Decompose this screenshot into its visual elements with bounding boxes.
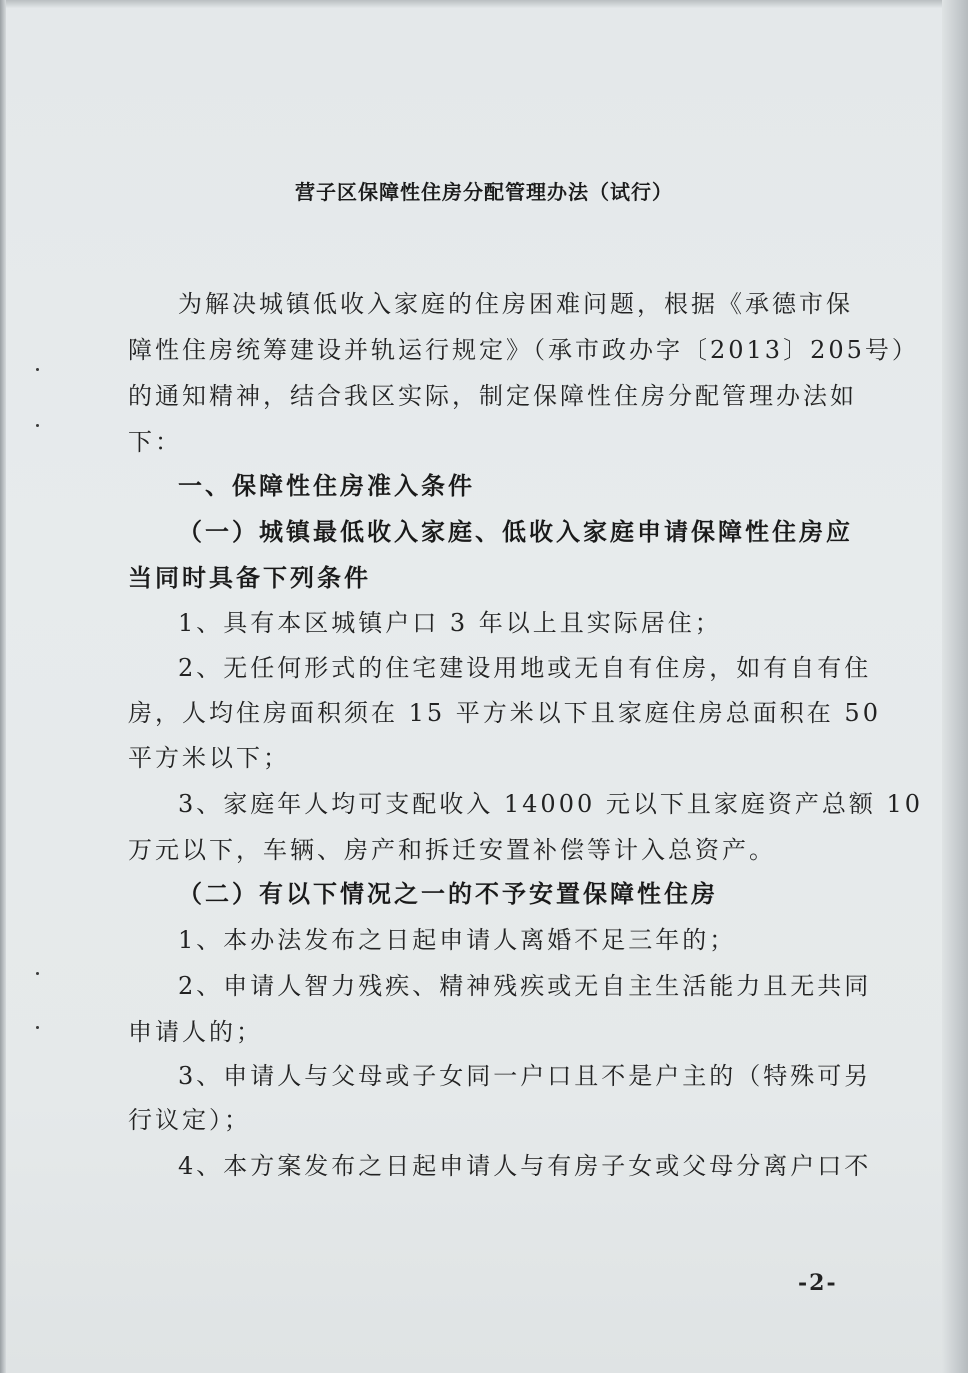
list-item: 1、具有本区城镇户口 3 年以上且实际居住； <box>178 609 722 637</box>
page-number: -2- <box>798 1270 838 1296</box>
binding-hole-mark <box>36 368 39 371</box>
document-title: 营子区保障性住房分配管理办法（试行） <box>295 180 673 204</box>
subsection-heading: 当同时具备下列条件 <box>128 563 371 592</box>
paragraph-line: 的通知精神，结合我区实际，制定保障性住房分配管理办法如 <box>128 382 857 410</box>
list-item: 行议定）； <box>128 1106 251 1134</box>
subsection-heading: （二）有以下情况之一的不予安置保障性住房 <box>178 879 718 908</box>
binding-hole-mark <box>36 424 39 427</box>
paragraph-line: 障性住房统筹建设并轨运行规定》（承市政办字〔2013〕205号） <box>128 336 919 364</box>
section-heading: 一、保障性住房准入条件 <box>178 471 475 500</box>
page-left-shadow <box>0 0 6 1373</box>
list-item: 3、家庭年人均可支配收入 14000 元以下且家庭资产总额 10 <box>178 790 924 818</box>
list-item: 万元以下，车辆、房产和拆迁安置补偿等计入总资产。 <box>128 836 776 864</box>
list-item: 4、本方案发布之日起申请人与有房子女或父母分离户口不 <box>178 1152 872 1180</box>
binding-hole-mark <box>36 972 39 975</box>
list-item: 1、本办法发布之日起申请人离婚不足三年的； <box>178 926 737 954</box>
paragraph-line: 为解决城镇低收入家庭的住房困难问题，根据《承德市保 <box>178 290 853 318</box>
list-item: 3、申请人与父母或子女同一户口且不是户主的（特殊可另 <box>178 1062 872 1090</box>
page-top-shadow <box>0 0 968 8</box>
page-right-shadow <box>942 0 968 1373</box>
paragraph-line: 下： <box>128 428 182 456</box>
list-item: 2、无任何形式的住宅建设用地或无自有住房，如有自有住 <box>178 654 872 682</box>
list-item: 房，人均住房面积须在 15 平方米以下且家庭住房总面积在 50 <box>128 699 881 727</box>
binding-hole-mark <box>36 1026 39 1029</box>
list-item: 平方米以下； <box>128 744 290 772</box>
subsection-heading: （一）城镇最低收入家庭、低收入家庭申请保障性住房应 <box>178 517 853 546</box>
list-item: 2、申请人智力残疾、精神残疾或无自主生活能力且无共同 <box>178 972 872 1000</box>
list-item: 申请人的； <box>128 1018 263 1046</box>
